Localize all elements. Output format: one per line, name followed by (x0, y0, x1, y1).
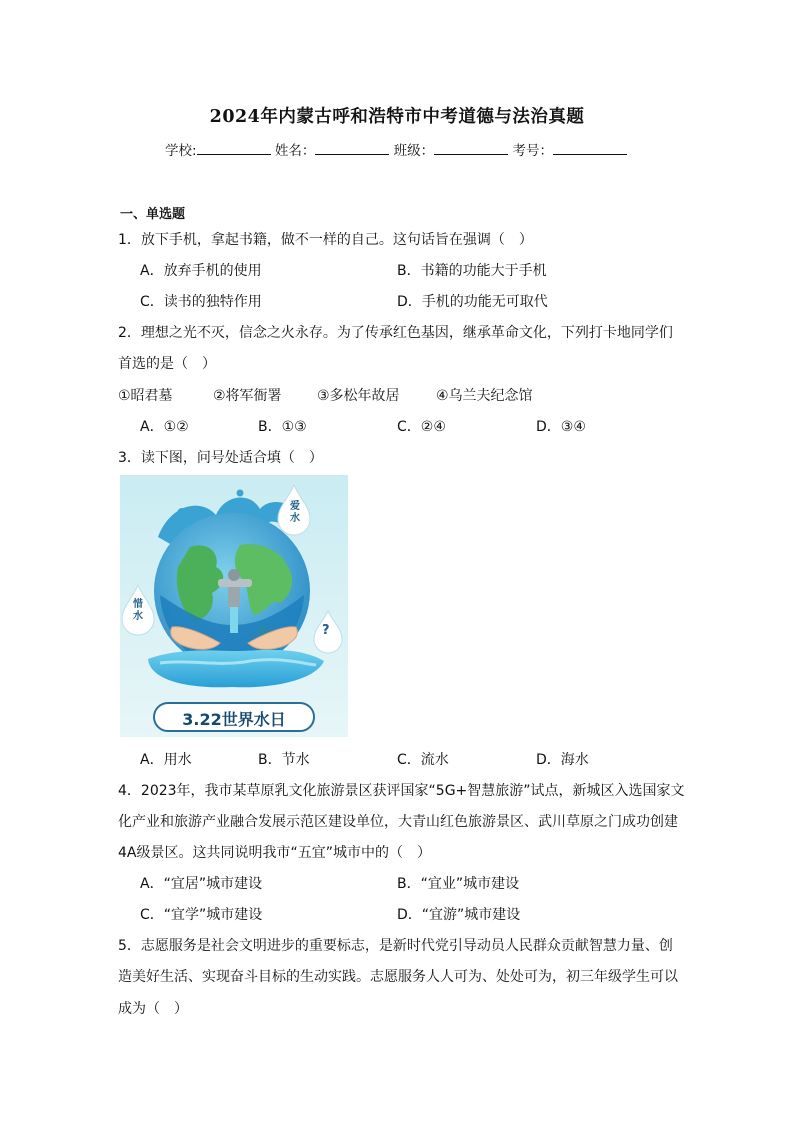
q1-stem: 1．放下手机，拿起书籍，做不一样的自己。这句话旨在强调（ ） (118, 232, 533, 248)
water-illustration (120, 475, 348, 737)
q2-item-4: ④乌兰夫纪念馆 (436, 388, 533, 404)
q3-option-c: C．流水 (397, 752, 449, 768)
q1-option-a: A．放弃手机的使用 (140, 263, 262, 279)
q3-option-b: B．节水 (258, 752, 310, 768)
q2-stem-line1: 2．理想之光不灭，信念之火永存。为了传承红色基因，继承革命文化，下列打卡地同学们 (118, 325, 673, 341)
q3-option-d: D．海水 (536, 752, 589, 768)
q4-stem-line1: 4．2023年，我市某草原乳文化旅游景区获评国家“5G+智慧旅游”试点，新城区入选国家文 (118, 783, 685, 799)
name-blank[interactable] (315, 141, 389, 155)
drop-label-question: ? (322, 623, 330, 638)
exam-no-label: 考号： (512, 143, 553, 159)
q2-option-b: B．①③ (258, 419, 307, 435)
class-blank[interactable] (434, 141, 508, 155)
q2-option-c: C．②④ (397, 419, 446, 435)
drop-label-top: 爱水 (290, 501, 300, 524)
q2-item-3: ③多松年故居 (317, 388, 400, 404)
q5-stem-line1: 5．志愿服务是社会文明进步的重要标志，是新时代党引导动员人民群众贡献智慧力量、创 (118, 938, 673, 954)
q4-option-a: A．“宜居”城市建设 (140, 876, 263, 892)
school-blank[interactable] (197, 141, 271, 155)
q4-option-d: D．“宜游”城市建设 (397, 907, 521, 923)
q5-stem-line2: 造美好生活、实现奋斗目标的生动实践。志愿服务人人可为、处处可为，初三年级学生可以 (118, 969, 678, 985)
q4-stem-line3: 4A级景区。这共同说明我市“五宜”城市中的（ ） (118, 845, 431, 861)
school-label: 学校: (165, 143, 197, 159)
exam-no-blank[interactable] (553, 141, 627, 155)
q3-stem: 3．读下图，问号处适合填（ ） (118, 450, 323, 466)
q2-item-1: ①昭君墓 (118, 388, 173, 404)
drop-label-left: 惜水 (133, 599, 143, 622)
world-water-day-banner: 3.22世界水日 (182, 710, 286, 729)
q4-option-c: C．“宜学”城市建设 (140, 907, 263, 923)
q3-option-a: A．用水 (140, 752, 192, 768)
q2-option-d: D．③④ (536, 419, 586, 435)
q4-stem-line2: 化产业和旅游产业融合发展示范区建设单位，大青山红色旅游景区、武川草原之门成功创建 (118, 814, 678, 830)
q2-stem-line2: 首选的是（ ） (118, 356, 216, 372)
name-label: 姓名： (274, 143, 316, 159)
exam-title: 2024年内蒙古呼和浩特市中考道德与法治真题 (209, 107, 585, 127)
q1-option-c: C．读书的独特作用 (140, 294, 262, 310)
q2-option-a: A．①② (140, 419, 189, 435)
world-water-day-figure (120, 475, 348, 737)
section-heading: 一、单选题 (120, 207, 186, 222)
info-line (165, 139, 627, 159)
q2-item-2: ②将军衙署 (213, 388, 282, 404)
class-label: 班级： (393, 143, 435, 159)
q4-option-b: B．“宜业”城市建设 (397, 876, 520, 892)
q1-option-d: D．手机的功能无可取代 (397, 294, 548, 310)
q1-option-b: B．书籍的功能大于手机 (397, 263, 547, 279)
q5-stem-line3: 成为（ ） (118, 1001, 188, 1017)
